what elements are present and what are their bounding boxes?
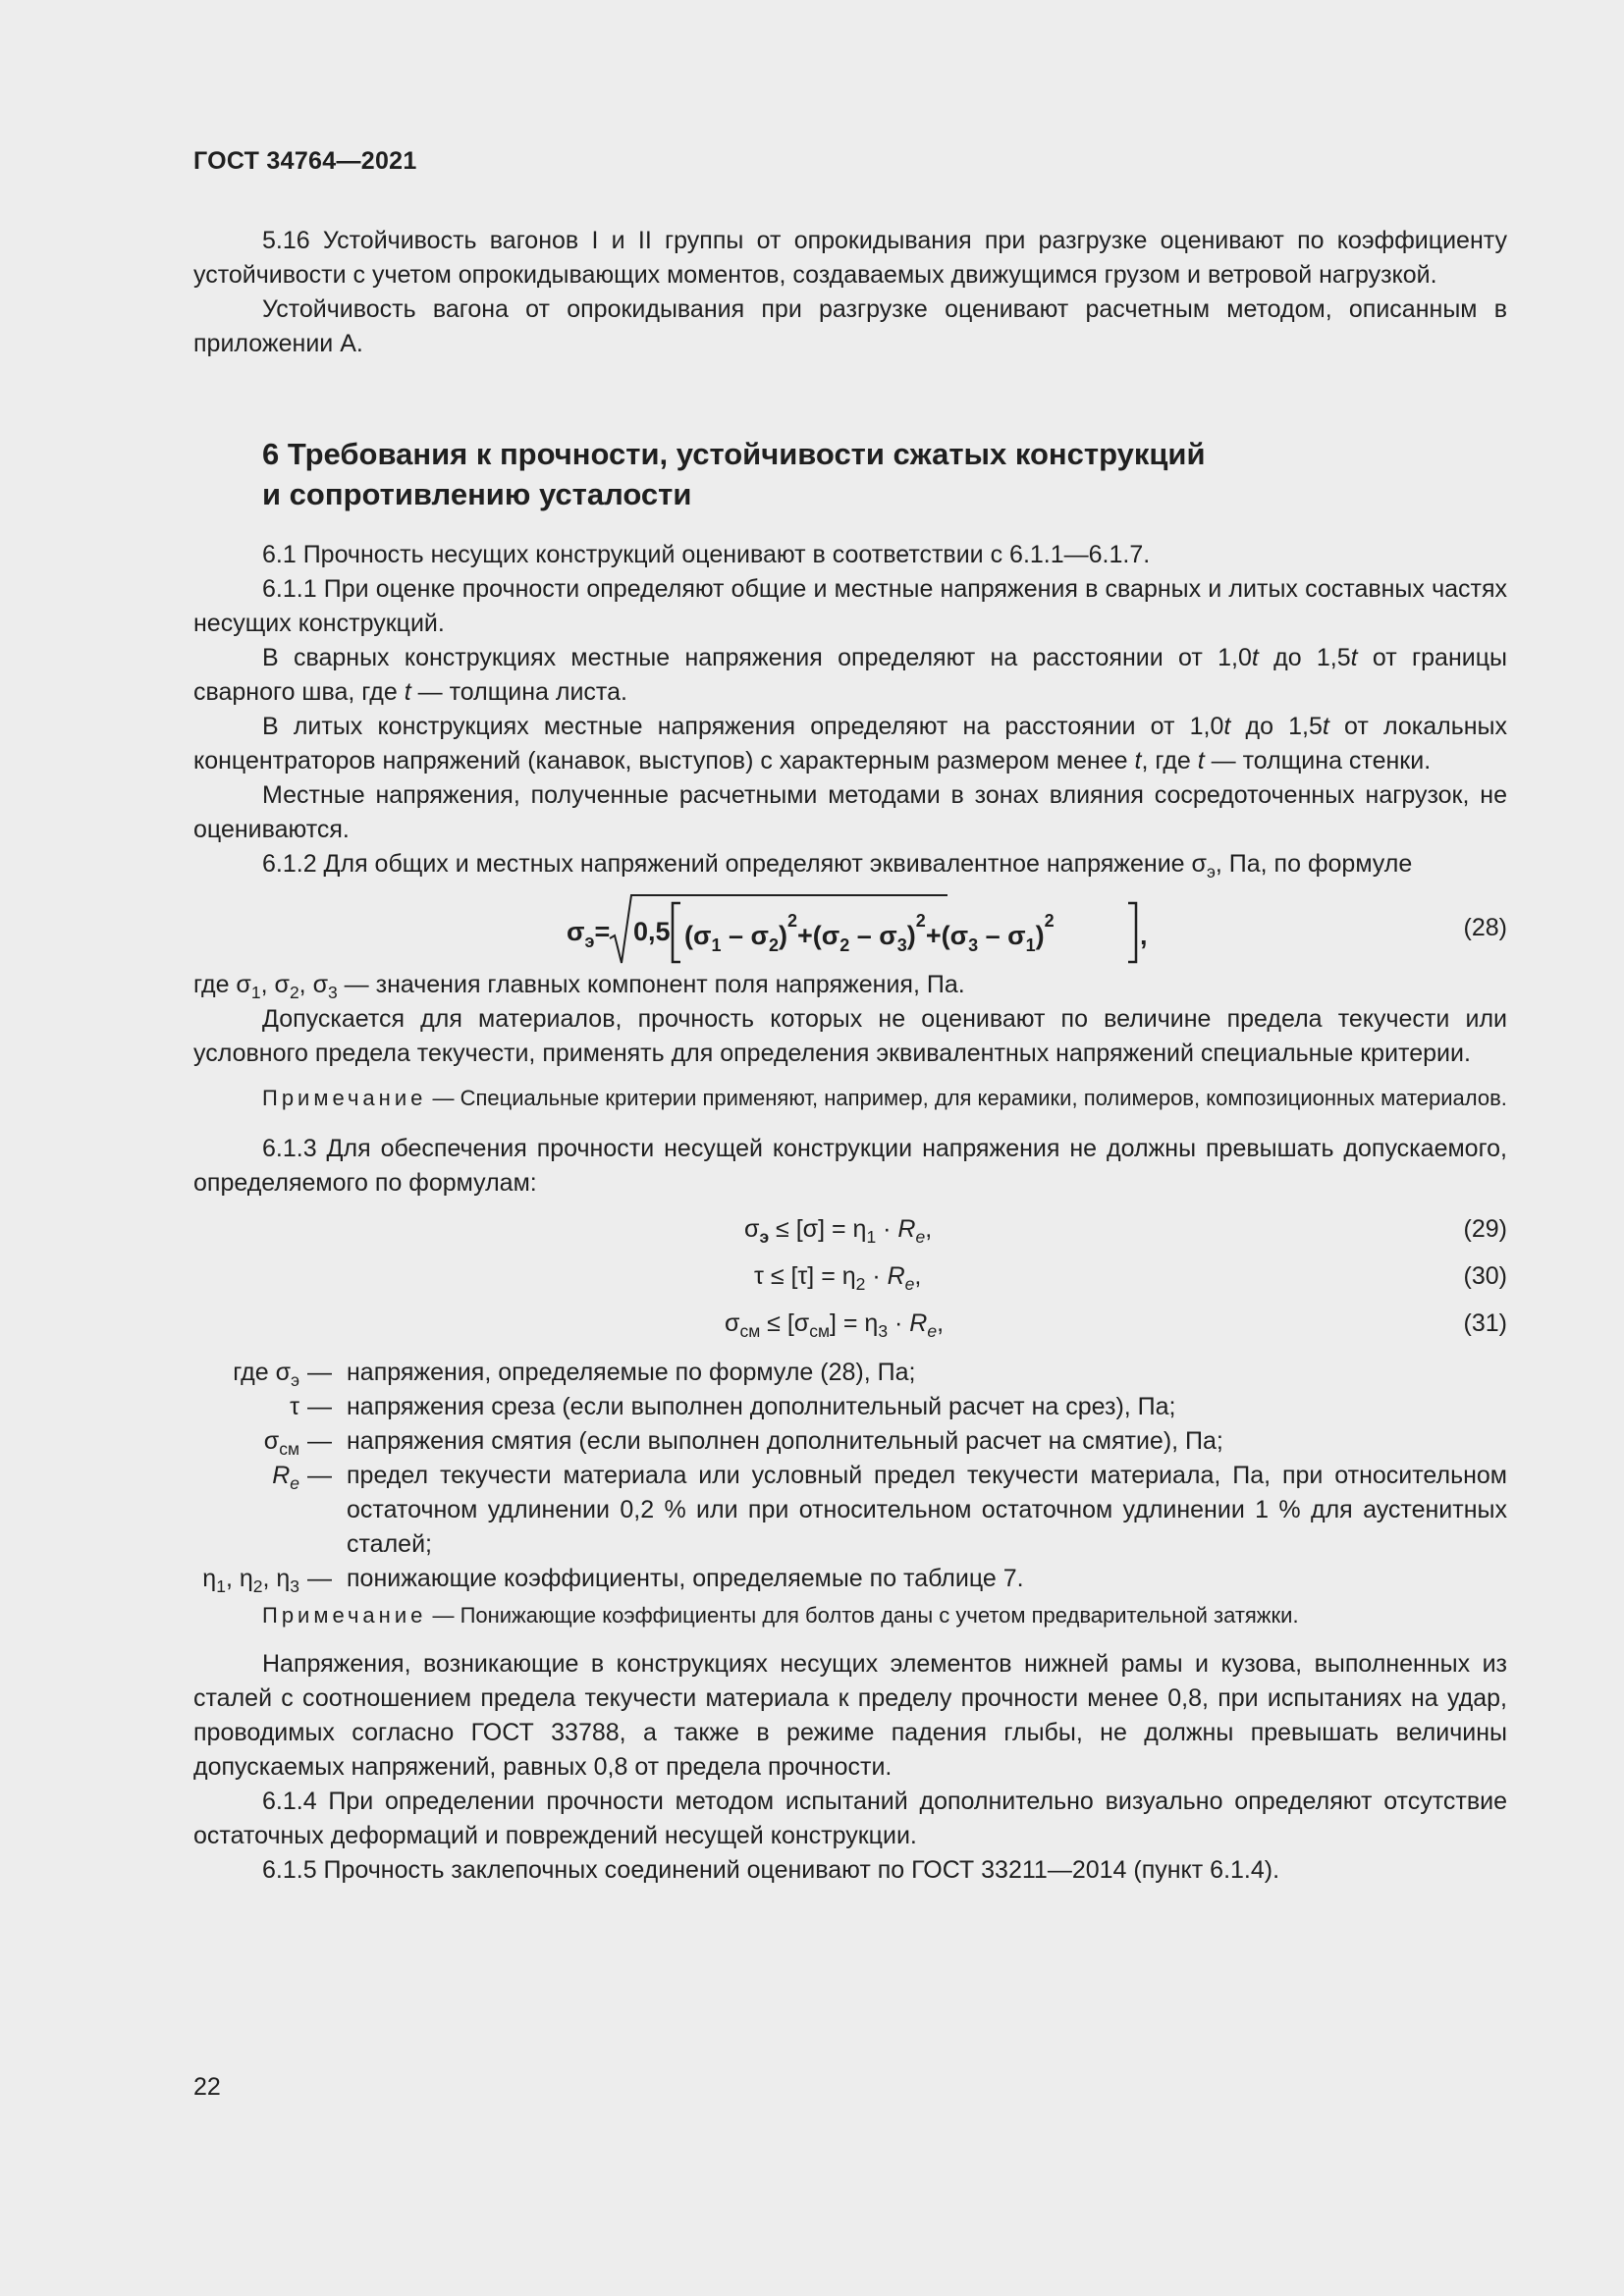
- formula-28: [567, 889, 1175, 968]
- formula-28-row: [193, 889, 1507, 968]
- svg-text:0,5: 0,5: [633, 917, 671, 946]
- symbol-sigma-cm-description: напряжения смятия (если выполнен дополнительный расчет на смятие), Па;: [347, 1427, 1223, 1455]
- formula-28-where: где $\sigma_1$, $\sigma_2$, $\sigma_3$ — значения главных компонент поля напряжения, Па.: [193, 971, 965, 1002]
- symbol-sigma-cm: $\sigma_{см}$: [263, 1427, 299, 1459]
- clause-6-1-1-local: Местные напряжения, полученные расчетными методами в зонах влияния сосредоточенных нагрузок, не оцениваются.: [193, 781, 1507, 843]
- clause-6-1-1-cast: В литых конструкциях местные напряжения определяют на расстоянии от 1,0t до 1,5t от локальных концентраторов напряжений (канавок, выступов) с характерным размером менее t, где t — толщина стенки.: [193, 713, 1507, 774]
- clause-6-1-block: [193, 538, 1507, 1888]
- svg-text:,: ,: [1140, 921, 1148, 950]
- symbol-row-eta: $\eta_1$, $\eta_2$, $\eta_3$ — понижающие коэффициенты, определяемые по таблице 7.: [174, 1562, 1507, 1596]
- formula-28-number: (28): [1463, 914, 1507, 941]
- note-2: Примечание — Понижающие коэффициенты для болтов даны с учетом предварительной затяжки.: [262, 1603, 1299, 1628]
- symbol-row-tau: τ — напряжения среза (если выполнен дополнительный расчет на срез), Па;: [174, 1390, 1507, 1424]
- symbol-tau-description: напряжения среза (если выполнен дополнительный расчет на срез), Па;: [347, 1393, 1176, 1420]
- symbol-re-description: предел текучести материала или условный предел текучести материала, Па, при относительном остаточном удлинении 0,2 % или при относительном остаточном удлинении 1 % для аустенитных сталей;: [347, 1462, 1507, 1558]
- formula-30: $\tau \le [\tau] = \eta_2 \cdot R_e$,: [754, 1262, 922, 1294]
- formula-31-row: [193, 1301, 1507, 1356]
- note-1-label: Примечание: [262, 1086, 427, 1110]
- clause-5-16-text: 5.16 Устойчивость вагонов I и II группы от опрокидывания при разгрузке оценивают по коэффициенту устойчивости с учетом опрокидывающих моментов, создаваемых движущимся грузом и ветровой нагрузкой.: [193, 227, 1507, 289]
- clause-5-16-method: Устойчивость вагона от опрокидывания при разгрузке оценивают расчетным методом, описанным в приложении А.: [193, 295, 1507, 357]
- clause-6-1-3-impact: Напряжения, возникающие в конструкциях несущих элементов нижней рамы и кузова, выполненных из сталей с соотношением предела текучести материала к пределу прочности менее 0,8, при испытаниях на удар, проводимых согласно ГОСТ 33788, а также в режиме падения глыбы, не должны превышать величины допускаемых напряжений, равных 0,8 от предела прочности.: [193, 1650, 1507, 1781]
- svg-text:σэ=: $\sigma_э=$: [567, 917, 611, 951]
- symbols-explanation-list: [174, 1356, 1507, 1596]
- symbol-re: $R_e$: [272, 1462, 299, 1493]
- symbol-eta: $\eta_1$, $\eta_2$, $\eta_3$: [202, 1565, 299, 1596]
- note-2-label: Примечание: [262, 1603, 427, 1628]
- symbol-row-sigma-cm: $\sigma_{см}$ — напряжения смятия (если выполнен дополнительный расчет на смятие), Па;: [174, 1424, 1507, 1459]
- clause-6-1-1-welded: В сварных конструкциях местные напряжения определяют на расстоянии от 1,0t до 1,5t от границы сварного шва, где t — толщина листа.: [193, 644, 1508, 706]
- clause-5-16: [193, 224, 1507, 361]
- clause-6-1-2: 6.1.2 Для общих и местных напряжений определяют эквивалентное напряжение $\sigma_э$, Па, по формуле: [262, 850, 1413, 881]
- formula-30-number: (30): [1463, 1262, 1507, 1290]
- formula-31: $\sigma_{см} \le [\sigma_{см}] = \eta_3 \cdot R_e$,: [725, 1309, 945, 1341]
- formula-29: $\sigma_э \le [\sigma] = \eta_1 \cdot R_e$,: [744, 1215, 933, 1247]
- symbol-tau: τ: [290, 1393, 299, 1420]
- svg-text:(σ1 – σ2)2+(σ2 – σ3)2+(σ3 – σ1: $(\sigma_1 - \sigma_2)^2+(\sigma_2 - \sigma_3)^2+(\sigma_3 - \sigma_1)^2$: [684, 911, 1055, 955]
- standard-code-header: ГОСТ 34764—2021: [193, 147, 417, 175]
- clause-6-1-4: 6.1.4 При определении прочности методом испытаний дополнительно визуально определяют отсутствие остаточных деформаций и повреждений несущей конструкции.: [193, 1788, 1507, 1849]
- symbol-eta-description: понижающие коэффициенты, определяемые по таблице 7.: [347, 1565, 1024, 1592]
- formula-29-row: [193, 1206, 1507, 1254]
- clause-6-1-5: 6.1.5 Прочность заклепочных соединений оценивают по ГОСТ 33211—2014 (пункт 6.1.4).: [262, 1856, 1280, 1884]
- formula-31-number: (31): [1463, 1309, 1507, 1337]
- clause-6-1-1: 6.1.1 При оценке прочности определяют общие и местные напряжения в сварных и литых составных частях несущих конструкций.: [193, 575, 1507, 637]
- clause-6-1-2-special: Допускается для материалов, прочность которых не оценивают по величине предела текучести или условного предела текучести, применять для определения эквивалентных напряжений специальные критерии.: [193, 1005, 1507, 1067]
- symbol-sigma-e-description: напряжения, определяемые по формуле (28), Па;: [347, 1359, 916, 1386]
- symbol-row-re: $R_e$ — предел текучести материала или условный предел текучести материала, Па, при относительном остаточном удлинении 0,2 % или при относительном остаточном удлинении 1 % для аустенитных сталей;: [174, 1459, 1507, 1562]
- note-1: Примечание — Специальные критерии применяют, например, для керамики, полимеров, композиционных материалов.: [262, 1086, 1507, 1110]
- clause-6-1-3: 6.1.3 Для обеспечения прочности несущей конструкции напряжения не должны превышать допускаемого, определяемого по формулам:: [193, 1135, 1507, 1197]
- page-number: 22: [193, 2073, 221, 2101]
- section-6-title: [262, 434, 1342, 514]
- section-6-title-line1: 6 Требования к прочности, устойчивости сжатых конструкций: [262, 437, 1206, 471]
- symbol-sigma-e: где $\sigma_э$: [233, 1359, 299, 1390]
- section-6-title-line2: и сопротивлению усталости: [262, 477, 692, 511]
- symbol-row-sigma-e: где $\sigma_э$ — напряжения, определяемые по формуле (28), Па;: [174, 1356, 1507, 1390]
- formula-29-number: (29): [1463, 1215, 1507, 1243]
- clause-6-1: 6.1 Прочность несущих конструкций оценивают в соответствии с 6.1.1—6.1.7.: [262, 541, 1151, 568]
- formula-30-row: [193, 1254, 1507, 1301]
